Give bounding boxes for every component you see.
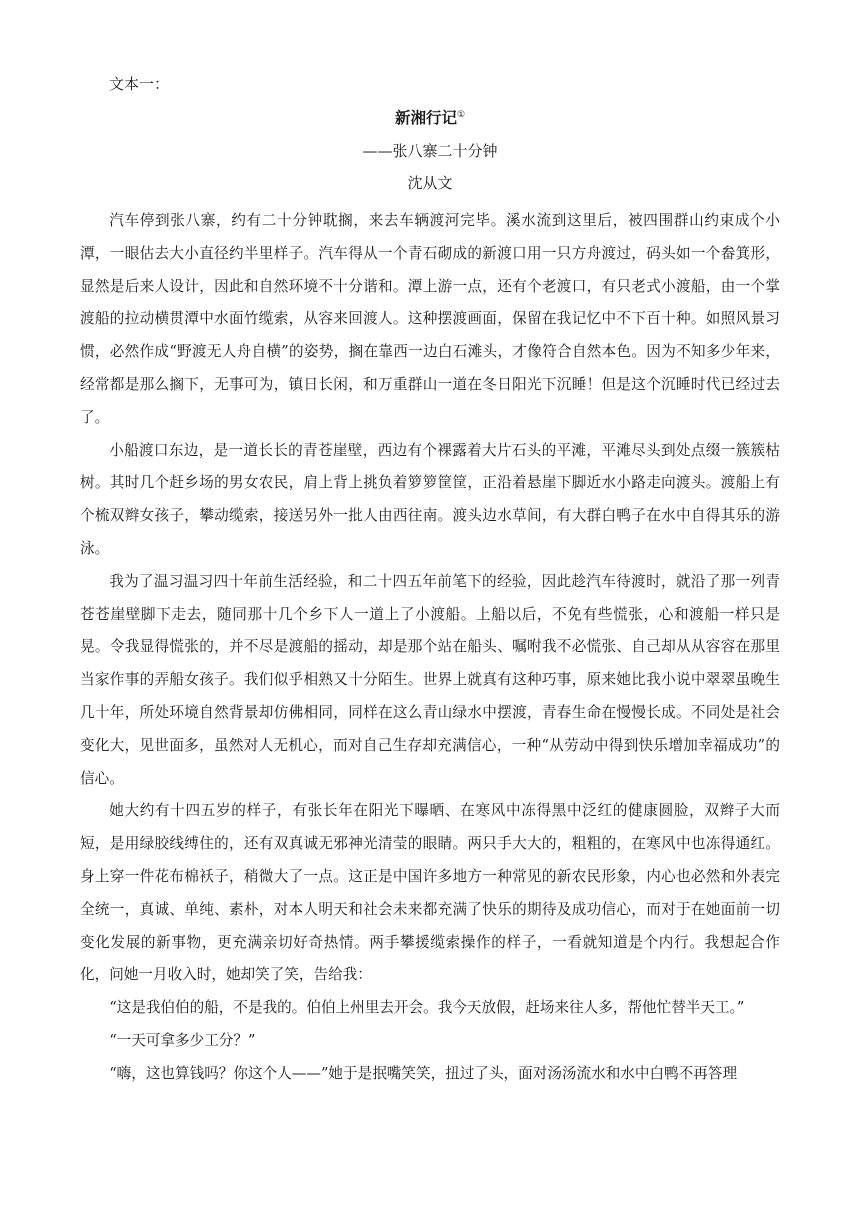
article-author: 沈从文 <box>407 174 453 192</box>
dialogue-paragraph: “这是我伯伯的船，不是我的。伯伯上州里去开会。我今天放假，赶场来往人多，帮他忙替半天工。” <box>109 999 745 1017</box>
text-section-label: 文本一： <box>109 75 170 93</box>
article-title <box>0 106 860 128</box>
paragraph: 小船渡口东边，是一道长长的青苍崖壁，西边有个裸露着大片石头的平滩，平滩尽头到处点缀一簇簇枯树。其时几个赶乡场的男女农民，肩上背上挑负着箩箩筐筐，正沿着悬崖下脚近水小路走向渡头。渡船上有个梳双辫女孩子，攀动缆索，接送另外一批人由西往南。渡头边水草间，有大群白鸭子在水中自得其乐的游泳。 <box>80 441 780 557</box>
paragraph: 我为了温习温习四十年前生活经验，和二十四五年前笔下的经验，因此趁汽车待渡时，就沿了那一列青苍苍崖壁脚下走去，随同那十几个乡下人一道上了小渡船。上船以后，不免有些慌张，心和渡船一样只是晃。令我显得慌张的，并不尽是渡船的摇动，却是那个站在船头、嘱咐我不必慌张、自己却从从容容在那里当家作事的弄船女孩子。我们似乎相熟又十分陌生。世界上就真有这种巧事，原来她比我小说中翠翠虽晚生几十年，所处环境自然背景却仿佛相同，同样在这么青山绿水中摆渡，青春生命在慢慢长成。不同处是社会变化大，见世面多，虽然对人无机心，而对自己生存却充满信心，一种“从劳动中得到快乐增加幸福成功”的信心。 <box>80 572 780 787</box>
paragraph: 汽车停到张八寨，约有二十分钟耽搁，来去车辆渡河完毕。溪水流到这里后，被四围群山约束成个小潭，一眼估去大小直径约半里样子。汽车得从一个青石砌成的新渡口用一只方舟渡过，码头如一个畚箕形，显然是后来人设计，因此和自然环境不十分谐和。潭上游一点，还有个老渡口，有只老式小渡船，由一个掌渡船的拉动横贯潭中水面竹缆索，从容来回渡人。这种摆渡画面，保留在我记忆中不下百十种。如照风景习惯，必然作成“野渡无人舟自横”的姿势，搁在靠西一边白石滩头，才像符合自然本色。因为不知多少年来，经常都是那么搁下，无事可为，镇日长闲，和万重群山一道在冬日阳光下沉睡！但是这个沉睡时代已经过去了。 <box>80 212 780 426</box>
dialogue-paragraph: “嗨，这也算钱吗？你这个人——”她于是抿嘴笑笑，扭过了头，面对汤汤流水和水中白鸭不再答理 <box>109 1064 738 1082</box>
footnote-marker: ① <box>456 110 466 120</box>
article-body <box>80 205 780 1091</box>
paragraph: 她大约有十四五岁的样子，有张长年在阳光下曝晒、在寒风中冻得黑中泛红的健康圆脸，双辫子大而短，是用绿胶线缚住的，还有双真诚无邪神光清莹的眼睛。两只手大大的，粗粗的，在寒风中也冻得通红。身上穿一件花布棉袄子，稍微大了一点。这正是中国许多地方一种常见的新农民形象，内心也必然和外表完全统一，真诚、单纯、素朴，对本人明天和社会未来都充满了快乐的期待及成功信心，而对于在她面前一切变化发展的新事物，更充满亲切好奇热情。两手攀援缆索操作的样子，一看就知道是个内行。我想起合作化，问她一月收入时，她却笑了笑，告给我： <box>80 802 780 984</box>
article-title-text: 新湘行记 <box>394 108 457 127</box>
article-subtitle: ——张八寨二十分钟 <box>362 142 498 160</box>
dialogue-paragraph: “一天可拿多少工分？” <box>109 1031 256 1049</box>
